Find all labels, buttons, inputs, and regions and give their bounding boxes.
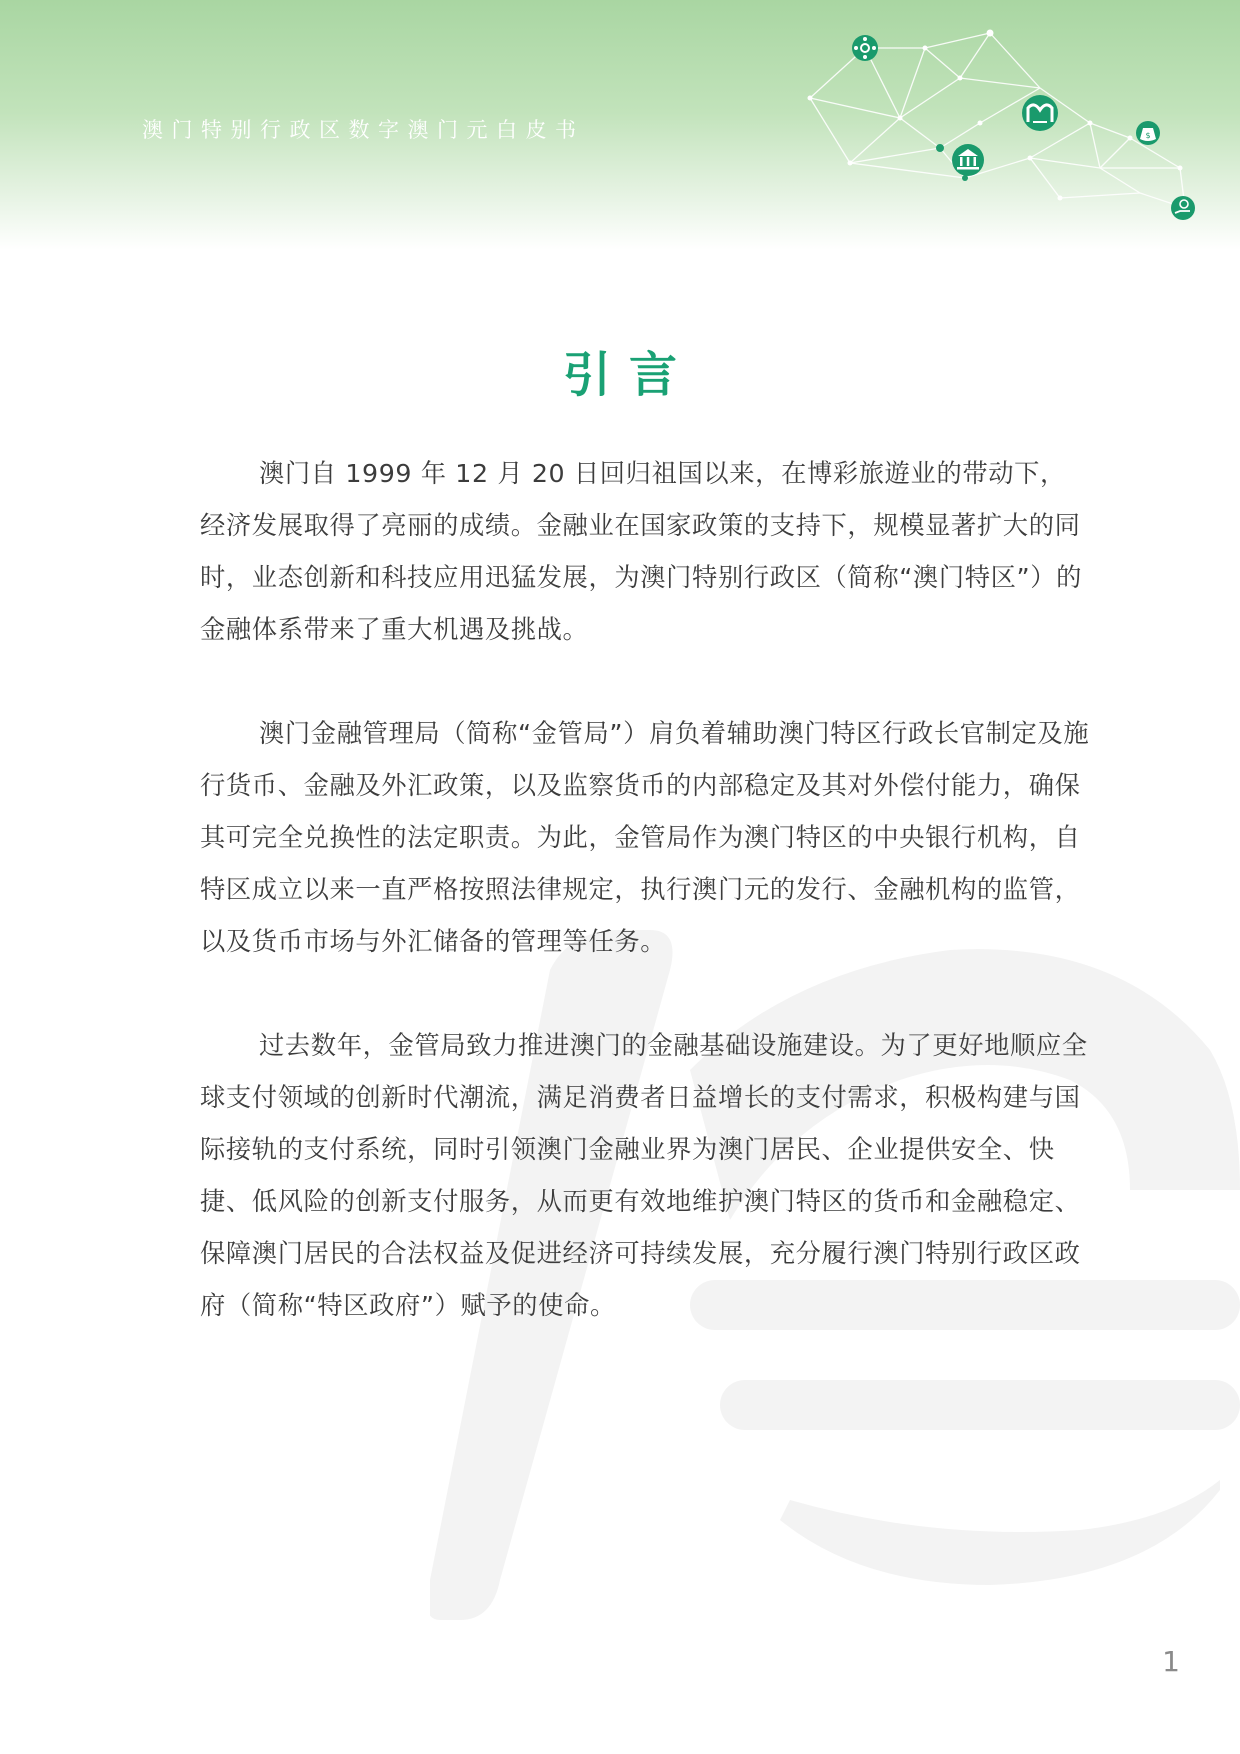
svg-text:$: $	[1145, 131, 1151, 140]
page-title: 引言	[562, 347, 695, 403]
bank-icon	[952, 144, 984, 176]
paragraph-2: 澳门金融管理局（简称“金管局”）肩负着辅助澳门特区行政长官制定及施行货币、金融及外汇政策，以及监察货币的内部稳定及其对外偿付能力，确保其可完全兑换性的法定职责。为此，金管局作为澳门特区的中央银行机构，自特区成立以来一直严格按照法律规定，执行澳门元的发行、金融机构的监管，以及货币市场与外汇储备的管理等任务。	[200, 719, 1090, 956]
settings-node-icon	[852, 35, 878, 61]
body-text	[200, 448, 1090, 1384]
hand-coin-icon	[1171, 196, 1195, 220]
money-bag-icon	[1136, 121, 1160, 145]
paragraph-3: 过去数年，金管局致力推进澳门的金融基础设施建设。为了更好地顺应全球支付领域的创新时代潮流，满足消费者日益增长的支付需求，积极构建与国际接轨的支付系统，同时引领澳门金融业界为澳门居民、企业提供安全、快捷、低风险的创新支付服务，从而更有效地维护澳门特区的货币和金融稳定、保障澳门居民的合法权益及促进经济可持续发展，充分履行澳门特别行政区政府（简称“特区政府”）赋予的使命。	[200, 1031, 1088, 1320]
paragraph-1: 澳门自 1999 年 12 月 20 日回归祖国以来，在博彩旅遊业的带动下，经济发展取得了亮丽的成绩。金融业在国家政策的支持下，规模显著扩大的同时，业态创新和科技应用迅猛发展，为澳门特别行政区（简称“澳门特区”）的金融体系带来了重大机遇及挑战。	[200, 459, 1083, 644]
macau-logo-icon	[1022, 95, 1058, 131]
network-graphic	[790, 18, 1210, 238]
document-series-title: 澳门特别行政区数字澳门元白皮书	[142, 118, 585, 142]
page-number: 1	[1162, 1645, 1180, 1678]
